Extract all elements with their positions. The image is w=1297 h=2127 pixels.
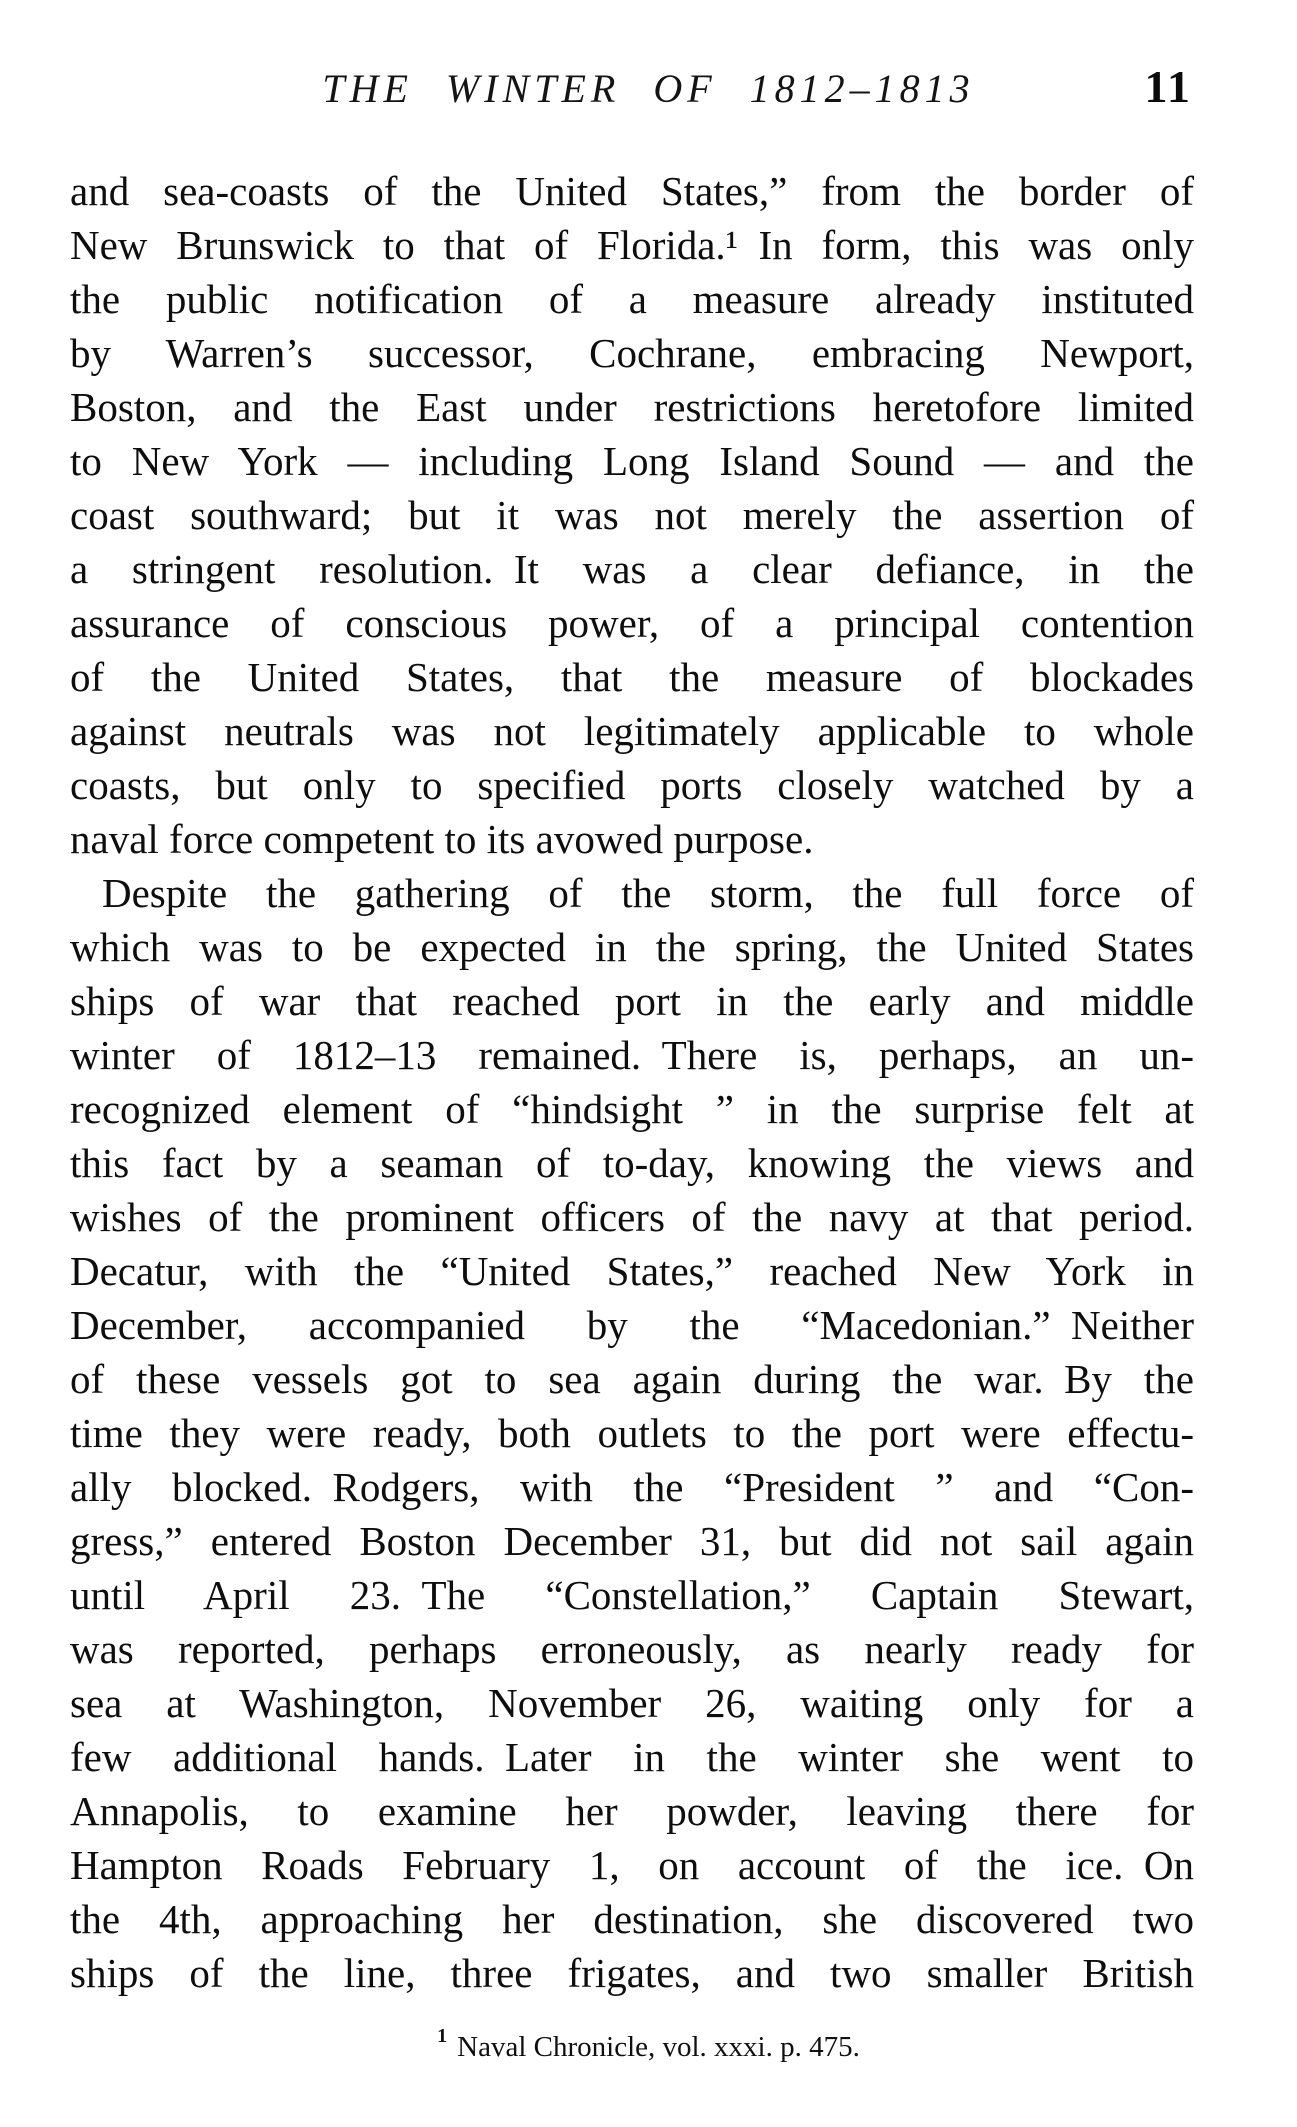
text-line: winter of 1812–13 remained. There is, perhaps, an un-	[70, 1032, 1194, 1078]
paragraph	[70, 866, 1194, 2000]
text-line: Boston, and the East under restrictions heretofore limited	[70, 384, 1194, 430]
footnote	[0, 2016, 1297, 2067]
text-line: was reported, perhaps erroneously, as nearly ready for	[70, 1626, 1194, 1672]
text-line: Decatur, with the “United States,” reached New York in	[70, 1248, 1194, 1294]
running-title: THE WINTER OF 1812–1813	[322, 66, 975, 111]
text-line: December, accompanied by the “Macedonian.” Neither	[70, 1302, 1194, 1348]
text-line: which was to be expected in the spring, the United States	[70, 924, 1194, 970]
footnote-marker: 1	[437, 2025, 448, 2047]
text-line: of these vessels got to sea again during the war. By the	[70, 1356, 1194, 1402]
text-line: to New York — including Long Island Sound — and the	[70, 438, 1194, 484]
text-line: of the United States, that the measure of blockades	[70, 654, 1194, 700]
paragraph	[70, 164, 1194, 866]
running-head	[0, 0, 1297, 122]
footnote-text: Naval Chronicle, vol. xxxi. p. 475.	[457, 2031, 860, 2063]
text-line: the public notification of a measure already instituted	[70, 276, 1194, 322]
text-line: recognized element of “hindsight ” in the surprise felt at	[70, 1086, 1194, 1132]
text-line: ships of the line, three frigates, and two smaller British	[70, 1950, 1194, 1996]
text-line: Annapolis, to examine her powder, leaving there for	[70, 1788, 1194, 1834]
text-line: ally blocked. Rodgers, with the “President ” and “Con-	[70, 1464, 1194, 1510]
text-line: against neutrals was not legitimately applicable to whole	[70, 708, 1194, 754]
text-line: coasts, but only to specified ports closely watched by a	[70, 762, 1194, 808]
text-line: sea at Washington, November 26, waiting only for a	[70, 1680, 1194, 1726]
text-line: coast southward; but it was not merely the assertion of	[70, 492, 1194, 538]
text-line: New Brunswick to that of Florida.¹ In form, this was only	[70, 222, 1194, 268]
text-line: gress,” entered Boston December 31, but did not sail again	[70, 1518, 1194, 1564]
text-line: Despite the gathering of the storm, the full force of	[102, 870, 1194, 916]
text-line: few additional hands. Later in the winter she went to	[70, 1734, 1194, 1780]
text-line: and sea-coasts of the United States,” from the border of	[70, 168, 1194, 214]
text-line: by Warren’s successor, Cochrane, embracing Newport,	[70, 330, 1194, 376]
text-line: time they were ready, both outlets to the port were effectu-	[70, 1410, 1194, 1456]
text-line: this fact by a seaman of to-day, knowing the views and	[70, 1140, 1194, 1186]
text-line: assurance of conscious power, of a principal contention	[70, 600, 1194, 646]
text-line: until April 23. The “Constellation,” Captain Stewart,	[70, 1572, 1194, 1618]
text-line: a stringent resolution. It was a clear defiance, in the	[70, 546, 1194, 592]
page-number: 11	[1144, 61, 1192, 112]
text-line: wishes of the prominent officers of the navy at that period.	[70, 1194, 1194, 1240]
text-line: Hampton Roads February 1, on account of the ice. On	[70, 1842, 1194, 1888]
text-line: ships of war that reached port in the early and middle	[70, 978, 1194, 1024]
text-line: the 4th, approaching her destination, she discovered two	[70, 1896, 1194, 1942]
body-text	[70, 164, 1194, 2000]
text-line: naval force competent to its avowed purpose.	[70, 816, 814, 862]
